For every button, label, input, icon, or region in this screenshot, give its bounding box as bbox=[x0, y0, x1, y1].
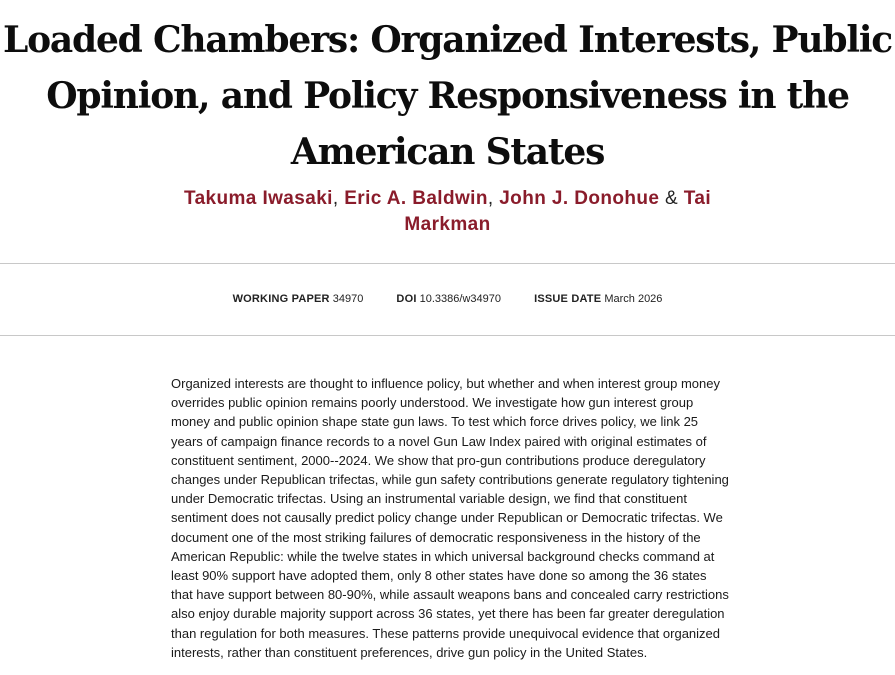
doi-value: 10.3386/w34970 bbox=[419, 293, 501, 305]
author-separator: , bbox=[487, 188, 494, 209]
divider-bottom bbox=[0, 335, 895, 336]
author-link-iwasaki[interactable]: Takuma Iwasaki bbox=[183, 188, 333, 209]
author-link-markman[interactable]: Tai Markman bbox=[404, 188, 712, 235]
abstract-text: Organized interests are thought to influence policy, but whether and when interest group money overrides public opinion remains poorly understood. We investigate how gun interest group money and public opinion shape state gun laws. To test which force drives policy, we link 25 years of campaign finance records to a novel Gun Law Index paired with original estimates of constituent sentiment, 2000--2024. We show that pro-gun contributions produce deregulatory changes under Republican trifectas, while gun safety contributions generate regulatory tightening under Democratic trifectas. Using an instrumental variable design, we find that constituent sentiment does not causally predict policy change under Republican or Democratic trifectas. We document one of the most striking failures of democratic responsiveness in the history of the American Republic: while the twelve states in which universal background checks command at least 90% support have adopted them, only 8 other states have done so among the 36 states that have support between 80-90%, while assault weapons bans and concealed carry restrictions also enjoy durable majority support across 36 states, yet there has been far greater deregulation than regulation for both measures. These patterns provide unequivocal evidence that organized interests, rather than constituent preferences, drive gun policy in the United States. bbox=[171, 376, 729, 660]
issue-date-label: ISSUE DATE bbox=[534, 293, 602, 305]
divider-top bbox=[0, 263, 895, 264]
author-list bbox=[150, 186, 745, 238]
author-link-donohue[interactable]: John J. Donohue bbox=[499, 188, 660, 209]
issue-date-value: March 2026 bbox=[604, 293, 663, 305]
working-paper-meta bbox=[233, 292, 364, 306]
paper-meta-bar bbox=[0, 292, 895, 306]
working-paper-number: 34970 bbox=[332, 293, 364, 305]
doi-meta bbox=[396, 292, 501, 306]
working-paper-label: WORKING PAPER bbox=[232, 293, 330, 305]
doi-label: DOI bbox=[396, 293, 417, 305]
author-separator: , bbox=[332, 188, 339, 209]
paper-title: Loaded Chambers: Organized Interests, Public Opinion, and Policy Responsiveness in the American States bbox=[2, 19, 893, 173]
author-conjunction: & bbox=[665, 188, 679, 209]
issue-date-meta bbox=[534, 292, 662, 306]
author-link-baldwin[interactable]: Eric A. Baldwin bbox=[344, 188, 488, 209]
